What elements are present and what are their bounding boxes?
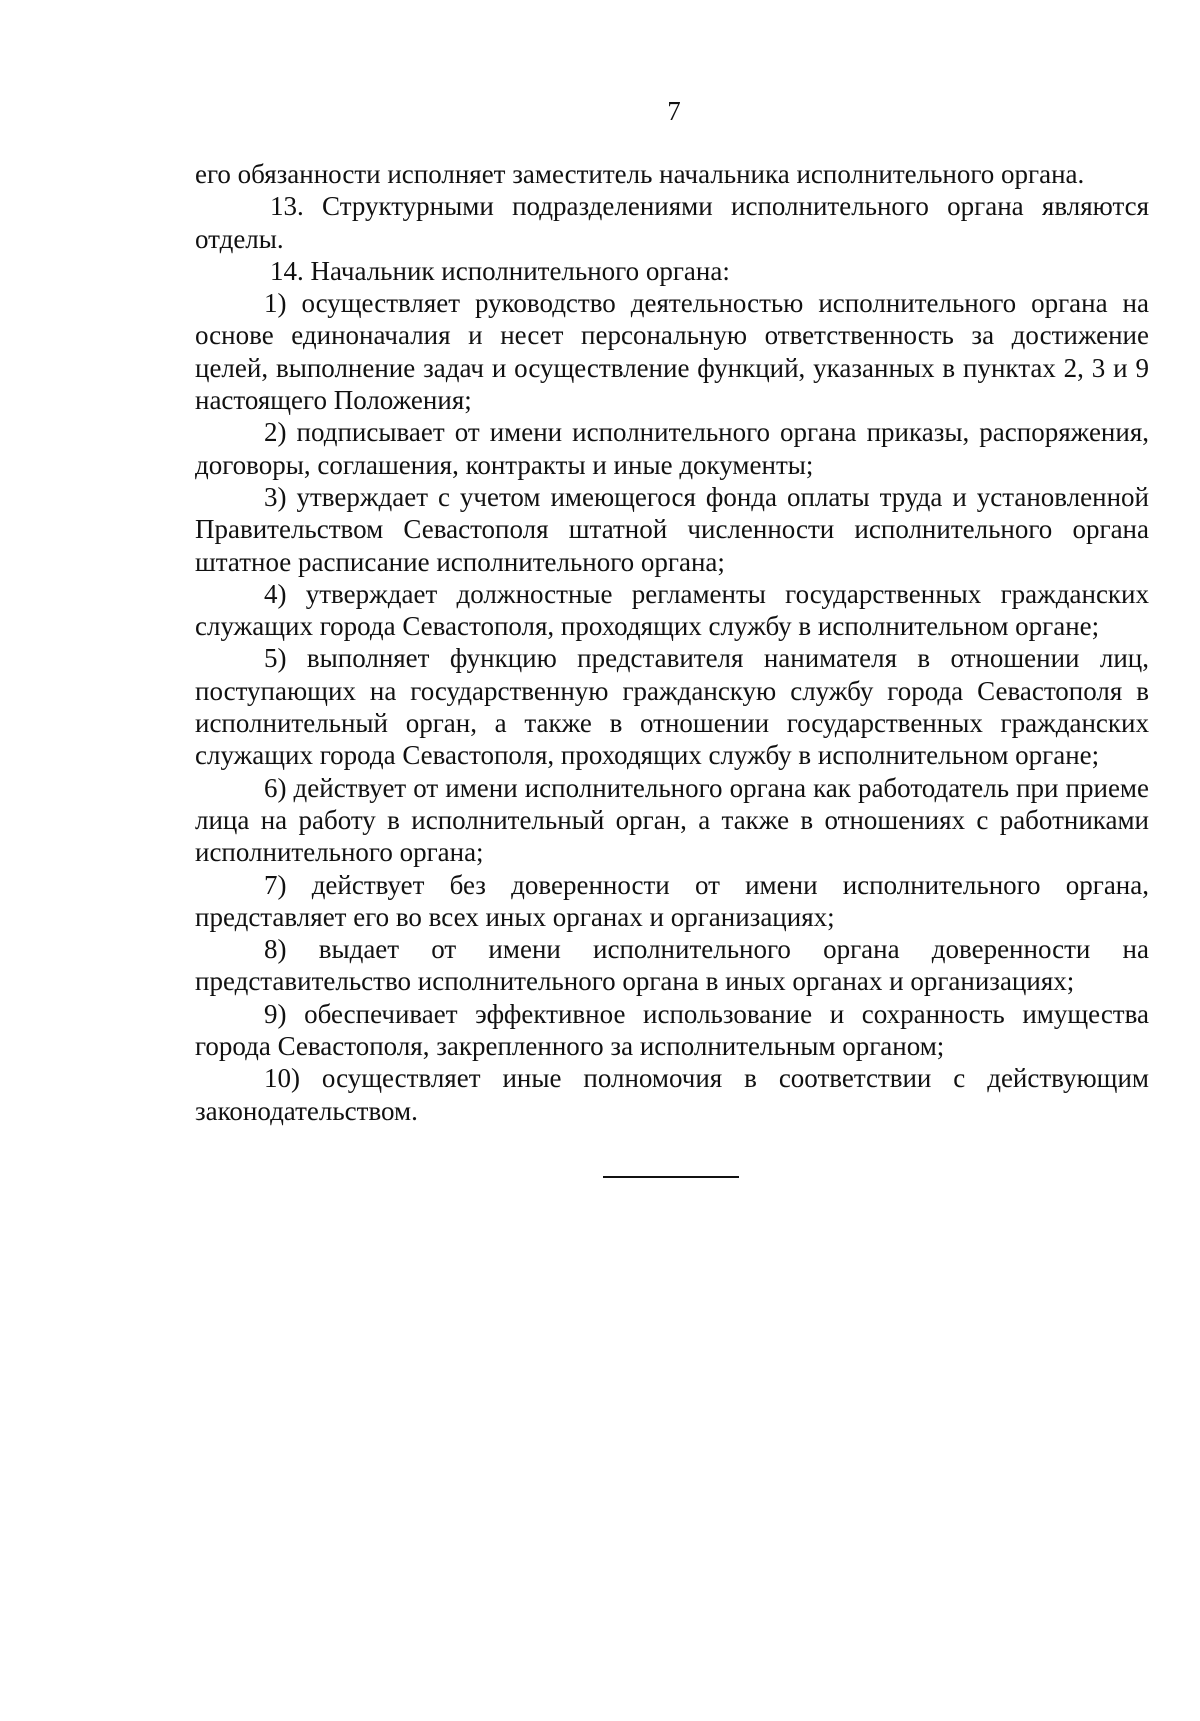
list-item-3: 3) утверждает с учетом имеющегося фонда оплаты труда и установленной Правительством Севастополя штатной численности исполнительного органа штатное расписание исполнительного органа;: [195, 481, 1149, 577]
list-item-2: 2) подписывает от имени исполнительного органа приказы, распоряжения, договоры, соглашения, контракты и иные документы;: [195, 417, 1149, 480]
list-item-6: 6) действует от имени исполнительного органа как работодатель при приеме лица на работу в исполнительный орган, а также в отношениях с работниками исполнительного органа;: [195, 772, 1149, 868]
list-item-7: 7) действует без доверенности от имени исполнительного органа, представляет его во всех иных органах и организациях;: [195, 869, 1149, 932]
paragraph-item-14: 14. Начальник исполнительного органа:: [270, 255, 730, 286]
list-item-10: 10) осуществляет иные полномочия в соответствии с действующим законодательством.: [195, 1063, 1149, 1126]
end-of-document-rule: [603, 1176, 739, 1178]
paragraph-continuation: его обязанности исполняет заместитель начальника исполнительного органа.: [195, 159, 1085, 189]
list-item-5: 5) выполняет функцию представителя нанимателя в отношении лиц, поступающих на государственную гражданскую службу города Севастополя в исполнительный орган, а также в отношении государственных гражданских служащих города Севастополя, проходящих службу в исполнительном органе;: [195, 643, 1149, 771]
page-number: 7: [667, 96, 681, 126]
list-item-4: 4) утверждает должностные регламенты государственных гражданских служащих города Севастополя, проходящих службу в исполнительном органе;: [195, 578, 1149, 642]
paragraph-item-13: 13. Структурными подразделениями исполнительного органа являются отделы.: [195, 191, 1149, 254]
list-item-8: 8) выдает от имени исполнительного органа доверенности на представительство исполнительного органа в иных органах и организациях;: [195, 934, 1149, 997]
list-item-1: 1) осуществляет руководство деятельностью исполнительного органа на основе единоначалия и несет персональную ответственность за достижение целей, выполнение задач и осуществление функций, указанных в пунктах 2, 3 и 9 настоящего Положения;: [195, 288, 1149, 416]
document-body: [195, 158, 1149, 1127]
list-item-9: 9) обеспечивает эффективное использование и сохранность имущества города Севастополя, закрепленного за исполнительным органом;: [195, 998, 1149, 1062]
